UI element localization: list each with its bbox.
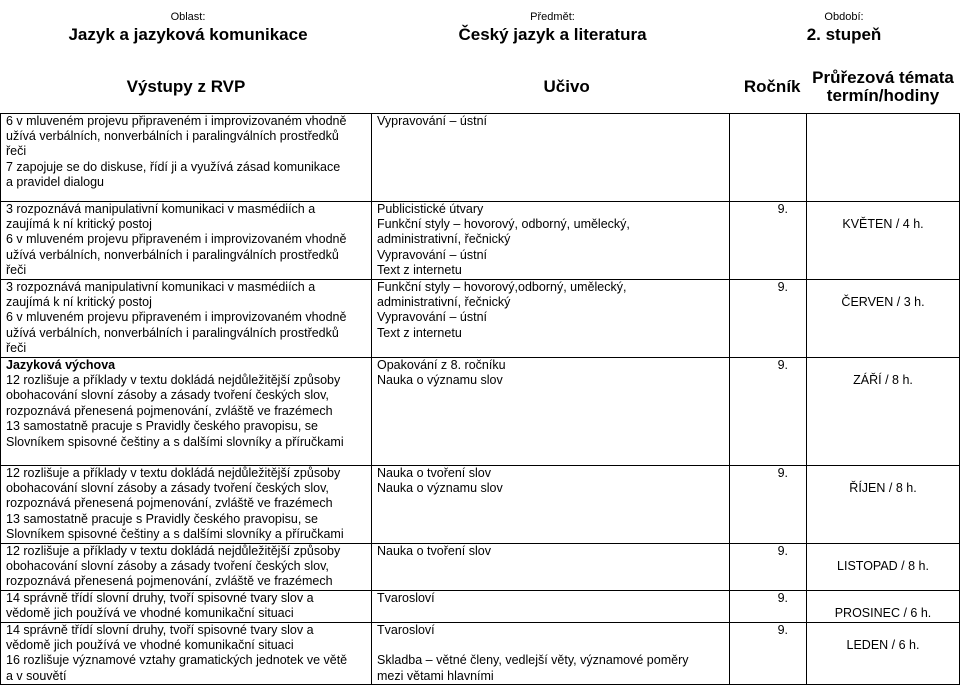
term-value: LISTOPAD / 8 h. (837, 558, 929, 573)
ucivo-line: Vypravování – ústní (377, 113, 488, 128)
cell-rocnik (730, 543, 807, 590)
vystupy-line: užívá verbálních, nonverbálních i paralingválních prostředků (6, 247, 339, 262)
cell-ucivo (372, 357, 730, 465)
term-value: PROSINEC / 6 h. (834, 606, 932, 621)
column-header-rocnik: Ročník (743, 76, 801, 96)
header-oblast (0, 0, 376, 57)
cell-ucivo (372, 543, 730, 590)
cell-ucivo (372, 622, 730, 685)
cell-term (807, 590, 960, 622)
ucivo-line: Nauka o významu slov (377, 372, 503, 387)
rocnik-value: 9. (777, 279, 788, 294)
rocnik-value: 9. (777, 590, 788, 605)
vystupy-line: řeči (6, 263, 27, 278)
column-header-ucivo: Učivo (543, 76, 590, 96)
column-header-vystupy: Výstupy z RVP (126, 76, 246, 96)
ucivo-line: Nauka o významu slov (377, 480, 503, 495)
ucivo-line: Skladba – větné členy, vedlejší věty, významové poměry (377, 653, 689, 668)
header-predmet (376, 0, 729, 57)
cell-term (807, 113, 960, 201)
table-row (1, 113, 960, 201)
prurez-line1: Průřezová témata (812, 67, 954, 87)
cell-rocnik (730, 357, 807, 465)
vystupy-line: vědomě jich používá ve vhodné komunikační situaci (6, 638, 294, 653)
ucivo-line: Nauka o tvoření slov (377, 543, 491, 558)
ucivo-line: administrativní, řečnický (377, 294, 511, 309)
ucivo-line: Nauka o tvoření slov (377, 465, 491, 480)
vystupy-line: zaujímá k ní kritický postoj (6, 216, 152, 231)
ucivo-line: administrativní, řečnický (377, 232, 511, 247)
vystupy-line: Slovníkem spisovné češtiny a s dalšími slovníky a příručkami (6, 527, 344, 542)
header-obdobi (729, 0, 959, 57)
rocnik-value: 9. (777, 543, 788, 558)
term-value: ŘÍJEN / 8 h. (849, 480, 917, 495)
vystupy-line: 14 správně třídí slovní druhy, tvoří spisovné tvary slov a (6, 590, 314, 605)
table-row (1, 622, 960, 685)
vystupy-line: obohacování slovní zásoby a zásady tvoření českých slov, (6, 559, 329, 573)
cell-ucivo (372, 465, 730, 543)
vystupy-line: rozpoznává přenesená pojmenování, zvláště ve frazémech (6, 574, 333, 589)
vystupy-line: vědomě jich používá ve vhodné komunikační situaci (6, 606, 294, 621)
cell-vystupy (1, 279, 372, 357)
cell-vystupy (1, 622, 372, 685)
table-row (1, 590, 960, 622)
vystupy-line: rozpoznává přenesená pojmenování, zvláště ve frazémech (6, 403, 333, 418)
term-value: ZÁŘÍ / 8 h. (853, 372, 913, 387)
cell-ucivo (372, 113, 730, 201)
predmet-label: Předmět: (530, 11, 575, 23)
ucivo-line: Funkční styly – hovorový,odborný, umělecký, (377, 279, 627, 294)
table-row (1, 279, 960, 357)
cell-rocnik (730, 113, 807, 201)
curriculum-body (1, 113, 960, 685)
vystupy-line: 12 rozlišuje a příklady v textu dokládá nejdůležitější způsoby (6, 372, 341, 387)
cell-term (807, 543, 960, 590)
vystupy-line: zaujímá k ní kritický postoj (6, 294, 152, 309)
section-heading: Jazyková výchova (6, 357, 116, 372)
cell-rocnik (730, 622, 807, 685)
cell-term (807, 357, 960, 465)
document-header (0, 0, 959, 57)
ucivo-line: Tvarosloví (377, 622, 435, 637)
ucivo-line: Text z internetu (377, 263, 462, 278)
rocnik-value (735, 114, 788, 129)
table-row (1, 201, 960, 279)
curriculum-table (0, 57, 960, 685)
obdobi-value: 2. stupeň (806, 25, 882, 44)
vystupy-line: řeči (6, 144, 27, 159)
cell-vystupy (1, 201, 372, 279)
cell-vystupy (1, 543, 372, 590)
vystupy-line: rozpoznává přenesená pojmenování, zvláště ve frazémech (6, 496, 333, 511)
cell-rocnik (730, 201, 807, 279)
ucivo-line (377, 638, 727, 653)
table-row (1, 543, 960, 590)
column-header-prurez (807, 57, 960, 113)
vystupy-line: 13 samostatně pracuje s Pravidly českého pravopisu, se (6, 419, 318, 434)
rocnik-value: 9. (777, 357, 788, 372)
vystupy-line: užívá verbálních, nonverbálních i paralingválních prostředků (6, 325, 339, 340)
cell-vystupy (1, 465, 372, 543)
vystupy-line: 6 v mluveném projevu připraveném i improvizovaném vhodně (6, 232, 347, 247)
vystupy-line: 6 v mluveném projevu připraveném i improvizovaném vhodně (6, 310, 347, 325)
oblast-label: Oblast: (170, 11, 206, 23)
cell-ucivo (372, 279, 730, 357)
vystupy-line: a pravidel dialogu (6, 175, 104, 190)
cell-rocnik (730, 465, 807, 543)
vystupy-line: a v souvětí (6, 668, 67, 683)
cell-vystupy (1, 590, 372, 622)
table-row (1, 465, 960, 543)
cell-ucivo (372, 201, 730, 279)
ucivo-line: Text z internetu (377, 325, 462, 340)
cell-ucivo (372, 590, 730, 622)
term-value: ČERVEN / 3 h. (841, 294, 925, 309)
vystupy-line: 3 rozpoznává manipulativní komunikaci v masmédiích a (6, 201, 316, 216)
vystupy-line: 12 rozlišuje a příklady v textu dokládá nejdůležitější způsoby (6, 465, 341, 480)
curriculum-table-wrapper (0, 57, 959, 685)
cell-term (807, 279, 960, 357)
prurez-line2: termín/hodiny (826, 85, 940, 105)
vystupy-line: 13 samostatně pracuje s Pravidly českého pravopisu, se (6, 511, 318, 526)
cell-term (807, 622, 960, 685)
ucivo-line: mezi větami hlavními (377, 668, 494, 683)
table-row (1, 357, 960, 465)
vystupy-line: 6 v mluveném projevu připraveném i improvizovaném vhodně (6, 113, 347, 128)
vystupy-line: 3 rozpoznává manipulativní komunikaci v masmédiích a (6, 279, 316, 294)
rocnik-value: 9. (777, 622, 788, 637)
column-header-row (1, 57, 960, 113)
term-value: LEDEN / 6 h. (846, 638, 920, 653)
cell-term (807, 465, 960, 543)
obdobi-label: Období: (824, 11, 864, 23)
term-value: KVĚTEN / 4 h. (842, 216, 924, 231)
cell-vystupy (1, 113, 372, 201)
ucivo-line: Vypravování – ústní (377, 310, 488, 325)
ucivo-line: Publicistické útvary (377, 201, 484, 216)
predmet-value: Český jazyk a literatura (458, 25, 647, 44)
vystupy-line: řeči (6, 341, 27, 356)
vystupy-line: 16 rozlišuje významové vztahy gramatických jednotek ve větě (6, 653, 348, 668)
ucivo-line: Opakování z 8. ročníku (377, 357, 506, 372)
ucivo-line: Tvarosloví (377, 590, 435, 605)
vystupy-line: obohacování slovní zásoby a zásady tvoření českých slov, (6, 388, 329, 403)
vystupy-line: 12 rozlišuje a příklady v textu dokládá nejdůležitější způsoby (6, 543, 341, 558)
vystupy-line: Slovníkem spisovné češtiny a s dalšími slovníky a příručkami (6, 434, 344, 449)
rocnik-value: 9. (777, 465, 788, 480)
cell-rocnik (730, 590, 807, 622)
vystupy-line: 14 správně třídí slovní druhy, tvoří spisovné tvary slov a (6, 622, 314, 637)
vystupy-line: užívá verbálních, nonverbálních i paralingválních prostředků (6, 128, 339, 143)
vystupy-line: 7 zapojuje se do diskuse, řídí ji a využívá zásad komunikace (6, 159, 341, 174)
ucivo-line: Vypravování – ústní (377, 247, 488, 262)
term-value (807, 129, 959, 144)
cell-term (807, 201, 960, 279)
ucivo-line: Funkční styly – hovorový, odborný, umělecký, (377, 216, 630, 231)
rocnik-value: 9. (777, 201, 788, 216)
cell-rocnik (730, 279, 807, 357)
cell-vystupy (1, 357, 372, 465)
oblast-value: Jazyk a jazyková komunikace (68, 25, 308, 44)
vystupy-line: obohacování slovní zásoby a zásady tvoření českých slov, (6, 480, 329, 495)
